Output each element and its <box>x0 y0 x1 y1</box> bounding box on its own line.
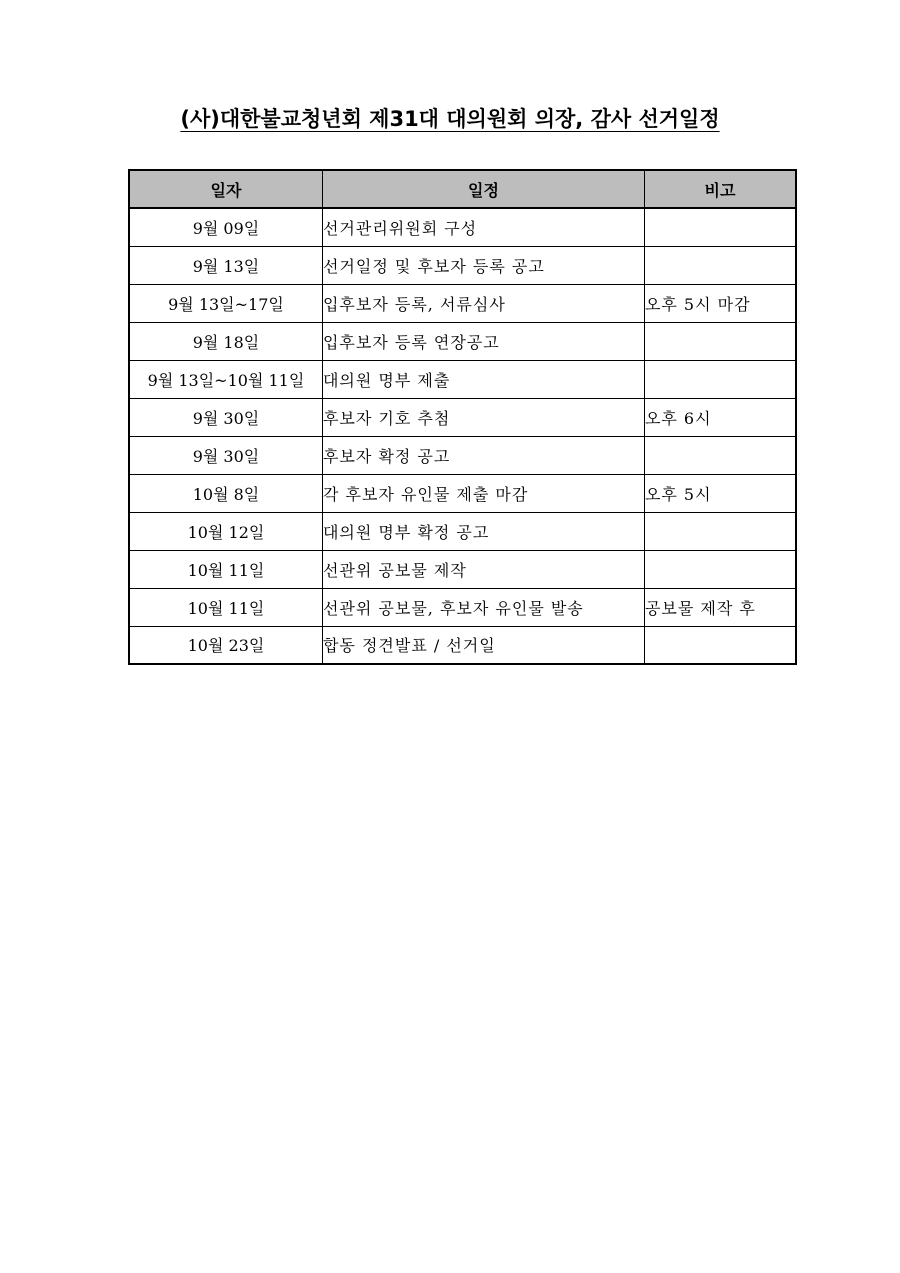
cell-event: 후보자 기호 추첨 <box>322 398 644 436</box>
table-row <box>129 626 796 664</box>
cell-note <box>644 360 796 398</box>
cell-event: 입후보자 등록 연장공고 <box>322 322 644 360</box>
table-row <box>129 436 796 474</box>
table-row <box>129 550 796 588</box>
cell-note: 오후 6시 <box>644 398 796 436</box>
cell-note <box>644 208 796 246</box>
cell-note <box>644 246 796 284</box>
table-row <box>129 208 796 246</box>
cell-date: 9월 18일 <box>129 322 322 360</box>
table-body <box>129 208 796 664</box>
cell-note <box>644 322 796 360</box>
table-row <box>129 512 796 550</box>
cell-event: 선관위 공보물, 후보자 유인물 발송 <box>322 588 644 626</box>
document-title-text: (사)대한불교청년회 제31대 대의원회 의장, 감사 선거일정 <box>180 107 720 131</box>
header-row <box>129 170 796 208</box>
cell-event: 선거일정 및 후보자 등록 공고 <box>322 246 644 284</box>
cell-note: 오후 5시 마감 <box>644 284 796 322</box>
cell-event: 합동 정견발표 / 선거일 <box>322 626 644 664</box>
cell-event: 후보자 확정 공고 <box>322 436 644 474</box>
cell-note: 오후 5시 <box>644 474 796 512</box>
cell-event: 각 후보자 유인물 제출 마감 <box>322 474 644 512</box>
cell-event: 선관위 공보물 제작 <box>322 550 644 588</box>
table-row <box>129 398 796 436</box>
cell-date: 9월 13일~17일 <box>129 284 322 322</box>
election-schedule-table <box>128 169 797 665</box>
cell-date: 10월 23일 <box>129 626 322 664</box>
cell-note <box>644 550 796 588</box>
cell-note <box>644 512 796 550</box>
cell-note: 공보물 제작 후 <box>644 588 796 626</box>
header-event: 일정 <box>322 170 644 208</box>
cell-date: 10월 12일 <box>129 512 322 550</box>
cell-date: 9월 30일 <box>129 436 322 474</box>
header-note: 비고 <box>644 170 796 208</box>
table-row <box>129 322 796 360</box>
cell-event: 대의원 명부 확정 공고 <box>322 512 644 550</box>
document-title <box>0 104 900 134</box>
table-row <box>129 360 796 398</box>
table-row <box>129 588 796 626</box>
cell-event: 선거관리위원회 구성 <box>322 208 644 246</box>
cell-event: 대의원 명부 제출 <box>322 360 644 398</box>
header-date: 일자 <box>129 170 322 208</box>
cell-date: 9월 13일~10월 11일 <box>129 360 322 398</box>
table-header <box>129 170 796 208</box>
cell-event: 입후보자 등록, 서류심사 <box>322 284 644 322</box>
table-row <box>129 284 796 322</box>
cell-date: 9월 30일 <box>129 398 322 436</box>
table-row <box>129 246 796 284</box>
cell-date: 10월 11일 <box>129 588 322 626</box>
cell-date: 9월 09일 <box>129 208 322 246</box>
cell-note <box>644 436 796 474</box>
cell-date: 10월 11일 <box>129 550 322 588</box>
cell-note <box>644 626 796 664</box>
table-row <box>129 474 796 512</box>
cell-date: 9월 13일 <box>129 246 322 284</box>
cell-date: 10월 8일 <box>129 474 322 512</box>
